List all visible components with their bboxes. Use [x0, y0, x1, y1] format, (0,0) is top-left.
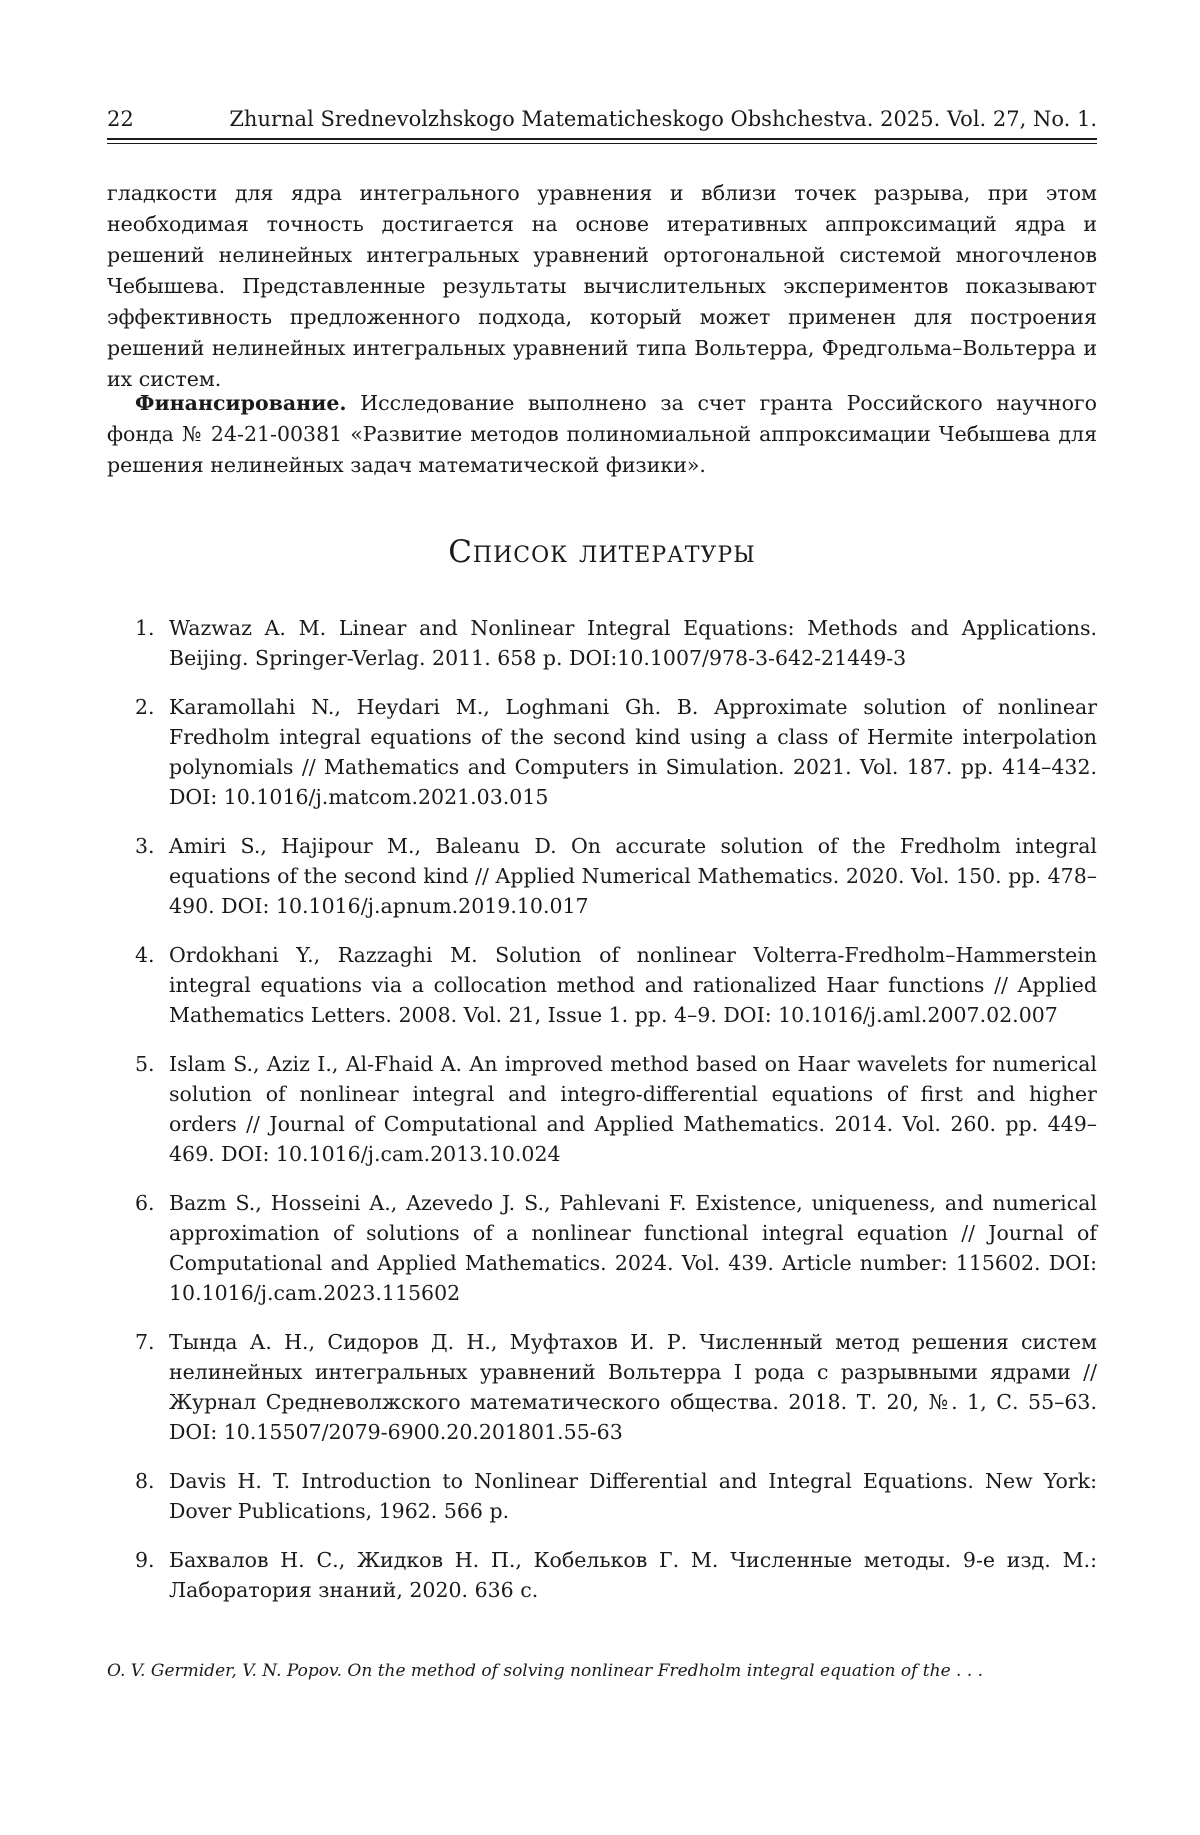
reference-text: Wazwaz A. M. Linear and Nonlinear Integral Equations: Methods and Applications. Beijing. Springer-Verlag. 2011. 658 p. DOI:10.1007/978-3-642-21449-3 [169, 616, 1097, 670]
funding-label: Финансирование. [135, 391, 347, 415]
reference-text: Karamollahi N., Heydari M., Loghmani Gh. B. Approximate solution of nonlinear Fredholm integral equations of the second kind using a class of Hermite interpolation polynomials // Mathematics and Computers in Simulation. 2021. Vol. 187. pp. 414–432. DOI: 10.1016/j.matcom.2021.03.015 [169, 695, 1097, 809]
header-rule-thin [107, 143, 1097, 144]
reference-number: 6. [135, 1191, 155, 1215]
running-footer: O. V. Germider, V. N. Popov. On the method of solving nonlinear Fredholm integral equation of the . . . [107, 1661, 984, 1681]
section-title-initial: С [448, 534, 473, 570]
body-paragraph-container [107, 178, 1097, 395]
reference-number: 1. [135, 616, 155, 640]
funding-text: Исследование выполнено за счет гранта Российского научного фонда № 24-21-00381 «Развитие методов полиномиальной аппроксимации Чебышева для решения нелинейных задач математической физики». [107, 391, 1097, 477]
reference-item [107, 1466, 1097, 1526]
reference-text: Amiri S., Hajipour M., Baleanu D. On accurate solution of the Fredholm integral equations of the second kind // Applied Numerical Mathematics. 2020. Vol. 150. pp. 478–490. DOI: 10.1016/j.apnum.2019.10.017 [169, 834, 1097, 918]
reference-text: Ordokhani Y., Razzaghi M. Solution of nonlinear Volterra-Fredholm–Hammerstein integral equations via a collocation method and rationalized Haar functions // Applied Mathematics Letters. 2008. Vol. 21, Issue 1. pp. 4–9. DOI: 10.1016/j.aml.2007.02.007 [169, 943, 1097, 1027]
reference-number: 5. [135, 1052, 155, 1076]
funding-paragraph [107, 388, 1097, 481]
reference-item [107, 692, 1097, 812]
reference-number: 4. [135, 943, 155, 967]
reference-item [107, 1545, 1097, 1605]
header-rule [107, 138, 1097, 144]
reference-item [107, 613, 1097, 673]
reference-number: 2. [135, 695, 155, 719]
page-number: 22 [107, 107, 134, 131]
reference-item [107, 831, 1097, 921]
reference-item [107, 940, 1097, 1030]
reference-text: Islam S., Aziz I., Al-Fhaid A. An improved method based on Haar wavelets for numerical solution of nonlinear integral and integro-differential equations of first and higher orders // Journal of Computational and Applied Mathematics. 2014. Vol. 260. pp. 449–469. DOI: 10.1016/j.cam.2013.10.024 [169, 1052, 1097, 1166]
section-title [107, 532, 1097, 572]
header-rule-thick [107, 138, 1097, 140]
reference-text: Davis H. T. Introduction to Nonlinear Differential and Integral Equations. New York: Dover Publications, 1962. 566 p. [169, 1469, 1097, 1523]
reference-item [107, 1327, 1097, 1447]
reference-item [107, 1188, 1097, 1308]
body-paragraph: гладкости для ядра интегрального уравнения и вблизи точек разрыва, при этом необходимая точность достигается на основе итеративных аппроксимаций ядра и решений нелинейных интегральных уравнений ортогональной системой многочленов Чебышева. Представленные результаты вычислительных экспериментов показывают эффективность предложенного подхода, который может применен для построения решений нелинейных интегральных уравнений типа Вольтерра, Фредгольма–Вольтерра и их систем. [107, 181, 1097, 391]
reference-number: 8. [135, 1469, 155, 1493]
reference-text: Тында А. Н., Сидоров Д. Н., Муфтахов И. Р. Численный метод решения систем нелинейных интегральных уравнений Вольтерра I рода с разрывными ядрами // Журнал Средневолжского математического общества. 2018. Т. 20, №. 1, С. 55–63. DOI: 10.15507/2079-6900.20.201801.55-63 [169, 1330, 1097, 1444]
reference-list [107, 613, 1097, 1624]
reference-number: 3. [135, 834, 155, 858]
reference-text: Bazm S., Hosseini A., Azevedo J. S., Pahlevani F. Existence, uniqueness, and numerical approximation of solutions of a nonlinear functional integral equation // Journal of Computational and Applied Mathematics. 2024. Vol. 439. Article number: 115602. DOI: 10.1016/j.cam.2023.115602 [169, 1191, 1097, 1305]
reference-number: 9. [135, 1548, 155, 1572]
reference-number: 7. [135, 1330, 155, 1354]
journal-title: Zhurnal Srednevolzhskogo Matematicheskogo Obshchestva. 2025. Vol. 27, No. 1. [229, 107, 1097, 131]
reference-text: Бахвалов Н. С., Жидков Н. П., Кобельков Г. М. Численные методы. 9-е изд. М.: Лаборатория знаний, 2020. 636 с. [169, 1548, 1097, 1602]
section-title-rest: писок литературы [472, 534, 756, 570]
reference-item [107, 1049, 1097, 1169]
